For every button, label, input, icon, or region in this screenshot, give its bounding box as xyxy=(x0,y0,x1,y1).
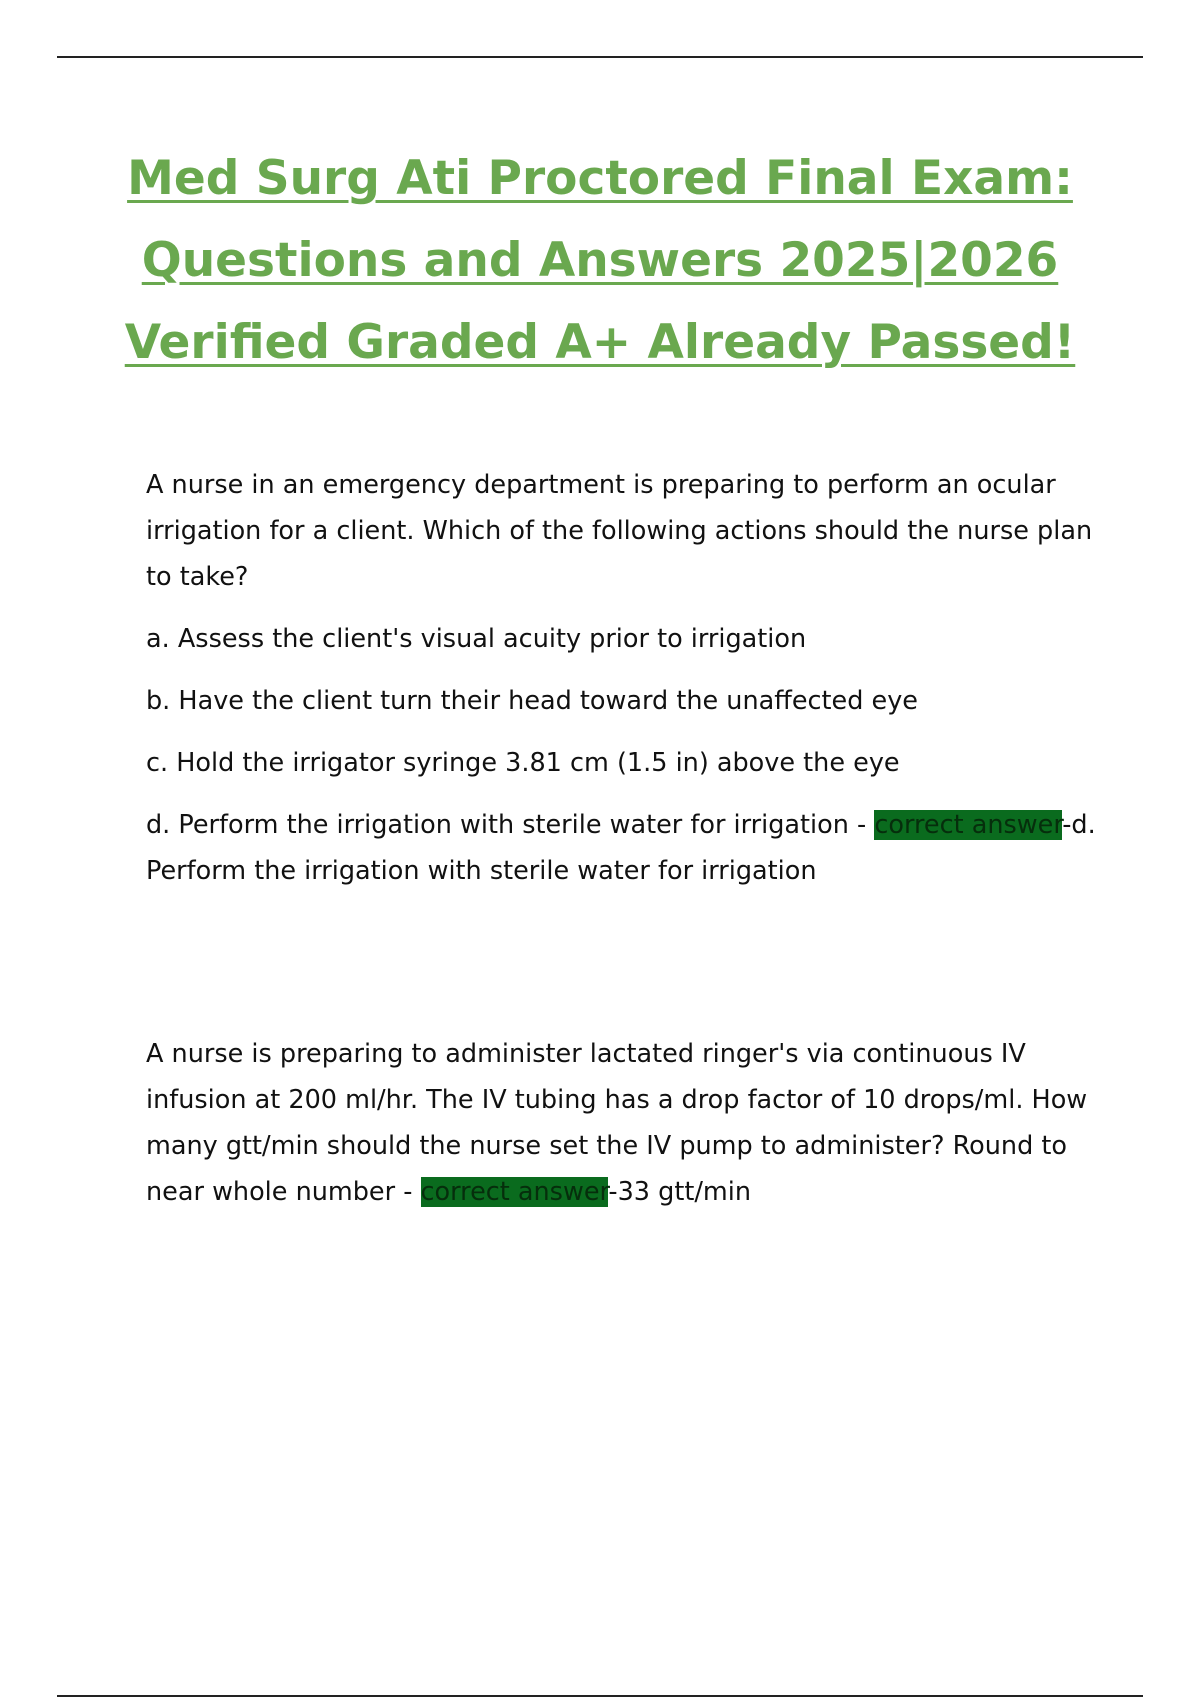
top-rule xyxy=(57,56,1143,58)
document-title xyxy=(120,138,1080,384)
question-2-stem xyxy=(146,1031,1096,1215)
question-1-option-c: c. Hold the irrigator syringe 3.81 cm (1.5 in) above the eye xyxy=(146,748,900,778)
title-line-3: Verified Graded A+ Already Passed! xyxy=(124,315,1076,370)
question-2-answer: -33 gtt/min xyxy=(608,1177,751,1207)
title-line-2: Questions and Answers 2025|2026 xyxy=(141,233,1059,288)
question-1-option-a: a. Assess the client's visual acuity prior to irrigation xyxy=(146,624,807,654)
correct-answer-marker: correct answer xyxy=(420,1177,609,1207)
question-2-stem-text: A nurse is preparing to administer lactated ringer's via continuous IV infusion at 200 ml/hr. The IV tubing has a drop factor of 10 drops/ml. How many gtt/min should the nurse set the IV pump to administer? Round to near whole number - xyxy=(146,1039,1088,1207)
question-1-stem: A nurse in an emergency department is preparing to perform an ocular irrigation for a client. Which of the following actions should the nurse plan to take? xyxy=(146,470,1093,592)
question-1-option-d-text: d. Perform the irrigation with sterile water for irrigation - xyxy=(146,810,875,840)
correct-answer-marker: correct answer xyxy=(874,810,1063,840)
bottom-rule xyxy=(57,1695,1143,1697)
question-2 xyxy=(146,1031,1096,1215)
question-1 xyxy=(146,462,1096,894)
question-1-option-b: b. Have the client turn their head toward the unaffected eye xyxy=(146,686,918,716)
question-1-option-d xyxy=(146,802,1096,894)
question-1-answer: -d. Perform the irrigation with sterile water for irrigation xyxy=(146,810,1096,886)
title-line-1: Med Surg Ati Proctored Final Exam: xyxy=(127,151,1073,206)
